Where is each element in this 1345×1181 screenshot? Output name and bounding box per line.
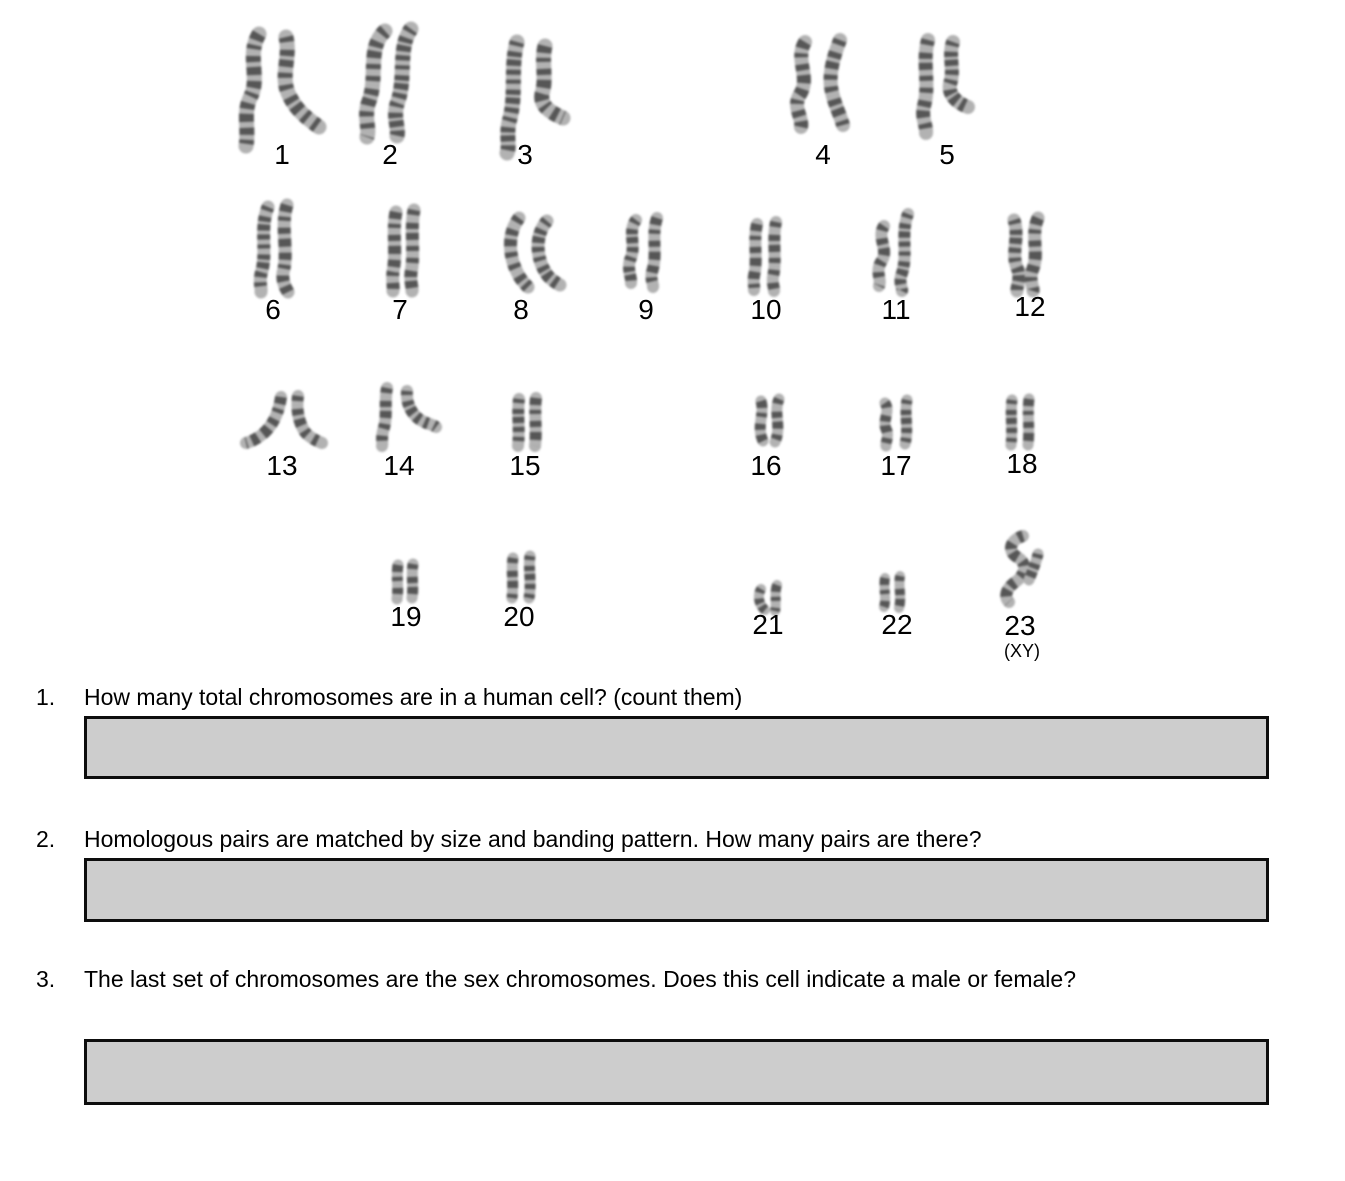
chromosome-label-7: 7: [392, 294, 408, 325]
chromosome-pair-6: [260, 205, 288, 292]
question-1-text: How many total chromosomes are in a human cell? (count them): [84, 684, 743, 710]
chromosome-pair-4: [797, 40, 843, 127]
chromosome-label-13: 13: [266, 450, 298, 481]
chromosome-pair-7: [393, 210, 414, 291]
chromosome-label-23: 23: [1004, 610, 1036, 641]
chromosome-label-14: 14: [383, 450, 415, 481]
chromosome-pair-3: [507, 42, 563, 153]
chromosome-label-8: 8: [513, 294, 529, 325]
chromosome-label-5: 5: [939, 139, 955, 170]
question-3-text: The last set of chromosomes are the sex chromosomes. Does this cell indicate a male or female?: [84, 966, 1076, 992]
chromosome-pair-16: [760, 399, 779, 442]
chromosome-pair-2: [367, 29, 411, 137]
chromosome-label-17: 17: [880, 450, 912, 481]
chromosome-pair-18: [1011, 399, 1029, 445]
chromosome-pair-9: [629, 218, 657, 287]
chromosome-label-1: 1: [274, 139, 290, 170]
answer-box-3[interactable]: [84, 1039, 1269, 1105]
chromosome-pair-12: [1014, 218, 1038, 291]
chromosome-label-22: 22: [881, 609, 913, 640]
chromosome-label-12: 12: [1014, 291, 1046, 322]
chromosome-pair-17: [885, 400, 907, 446]
question-1-number: 1.: [36, 684, 56, 710]
chromosome-label-20: 20: [503, 601, 535, 632]
chromosome-label-2: 2: [382, 139, 398, 170]
chromosome-sublabel-xy: (XY): [1004, 641, 1040, 661]
chromosome-label-15: 15: [509, 450, 541, 481]
chromosome-label-10: 10: [750, 294, 782, 325]
chromosome-label-18: 18: [1006, 448, 1038, 479]
answer-box-1[interactable]: [84, 716, 1269, 779]
chromosome-pair-8: [511, 218, 561, 287]
chromosome-pair-20: [512, 556, 530, 598]
chromosome-pair-1: [246, 34, 319, 146]
chromosome-label-11: 11: [881, 294, 911, 325]
chromosome-label-6: 6: [265, 294, 281, 325]
chromosome-pair-5: [923, 40, 968, 133]
chromosome-label-19: 19: [390, 601, 422, 632]
chromosome-label-16: 16: [750, 450, 782, 481]
question-2-number: 2.: [36, 826, 56, 852]
chromosome-pair-11: [878, 214, 908, 291]
chromosome-pair-14: [382, 388, 436, 446]
chromosome-pair-23-xy: [1006, 536, 1038, 602]
chromosome-pair-21: [759, 585, 777, 611]
question-2-text: Homologous pairs are matched by size and banding pattern. How many pairs are there?: [84, 826, 982, 852]
chromosome-label-3: 3: [517, 139, 533, 170]
chromosome-label-9: 9: [638, 294, 654, 325]
chromosome-label-21: 21: [752, 609, 784, 640]
answer-box-2[interactable]: [84, 858, 1269, 922]
chromosome-pair-15: [518, 398, 536, 446]
question-3-number: 3.: [36, 966, 56, 992]
chromosome-pair-10: [754, 222, 776, 291]
chromosome-label-4: 4: [815, 139, 831, 170]
chromosome-pair-13: [246, 396, 322, 443]
chromosome-pair-22: [884, 576, 900, 608]
chromosome-pair-19: [397, 564, 413, 599]
